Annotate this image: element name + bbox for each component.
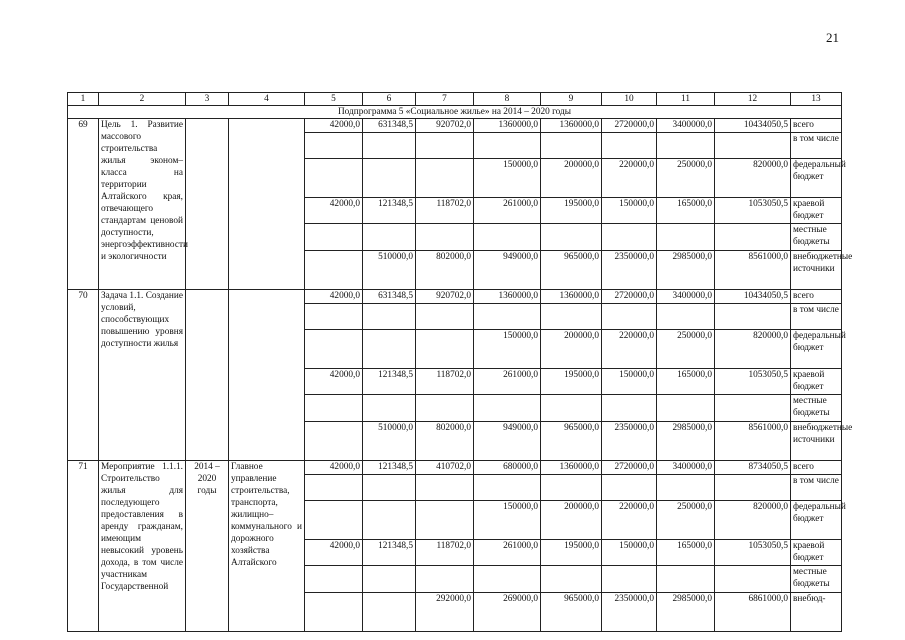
value-cell: 2720000,0 [602, 461, 657, 475]
value-cell [474, 133, 541, 159]
value-cell [416, 475, 474, 501]
value-cell: 1360000,0 [474, 119, 541, 133]
value-cell: 200000,0 [541, 159, 602, 198]
page-number: 21 [826, 30, 839, 45]
value-cell: 42000,0 [305, 290, 363, 304]
value-cell [541, 395, 602, 422]
row-period [186, 119, 229, 290]
value-cell [474, 395, 541, 422]
value-cell: 121348,5 [363, 369, 416, 395]
value-cell [541, 304, 602, 330]
funding-source-label: федеральный бюджет [791, 159, 842, 198]
value-cell: 920702,0 [416, 119, 474, 133]
value-cell [305, 133, 363, 159]
value-cell: 2350000,0 [602, 593, 657, 632]
value-cell [416, 133, 474, 159]
value-cell: 802000,0 [416, 251, 474, 290]
value-cell [305, 501, 363, 540]
value-cell: 8561000,0 [715, 251, 791, 290]
value-cell: 802000,0 [416, 422, 474, 461]
funding-source-label: в том числе [791, 133, 842, 159]
value-cell: 2985000,0 [657, 422, 715, 461]
funding-source-label: всего [791, 290, 842, 304]
value-cell: 121348,5 [363, 198, 416, 224]
value-cell [305, 566, 363, 593]
value-cell: 150000,0 [474, 330, 541, 369]
value-cell: 10434050,5 [715, 290, 791, 304]
header-row [68, 93, 842, 106]
value-cell: 8561000,0 [715, 422, 791, 461]
row-description: Задача 1.1. Создание условий, способствующих повышению уровня доступности жилья [99, 290, 186, 461]
value-cell: 820000,0 [715, 159, 791, 198]
value-cell: 820000,0 [715, 330, 791, 369]
value-cell: 250000,0 [657, 501, 715, 540]
value-cell: 680000,0 [474, 461, 541, 475]
value-cell: 200000,0 [541, 330, 602, 369]
value-cell: 965000,0 [541, 422, 602, 461]
value-cell [602, 304, 657, 330]
row-period [186, 290, 229, 461]
value-cell: 195000,0 [541, 540, 602, 566]
value-cell [602, 395, 657, 422]
column-header: 4 [229, 93, 305, 106]
value-cell [715, 133, 791, 159]
value-cell: 261000,0 [474, 540, 541, 566]
value-cell: 1053050,5 [715, 369, 791, 395]
funding-source-label: федеральный бюджет [791, 501, 842, 540]
value-cell [305, 304, 363, 330]
value-cell [305, 593, 363, 632]
value-cell [305, 422, 363, 461]
value-cell [416, 159, 474, 198]
value-cell: 269000,0 [474, 593, 541, 632]
value-cell: 261000,0 [474, 369, 541, 395]
value-cell: 1360000,0 [541, 461, 602, 475]
table-row [68, 119, 842, 133]
value-cell: 2350000,0 [602, 422, 657, 461]
row-executor [229, 290, 305, 461]
column-header: 9 [541, 93, 602, 106]
funding-source-label: федеральный бюджет [791, 330, 842, 369]
value-cell: 410702,0 [416, 461, 474, 475]
value-cell: 1360000,0 [474, 290, 541, 304]
value-cell [305, 159, 363, 198]
value-cell [657, 133, 715, 159]
column-header: 3 [186, 93, 229, 106]
value-cell: 165000,0 [657, 540, 715, 566]
value-cell [602, 224, 657, 251]
value-cell: 150000,0 [602, 540, 657, 566]
value-cell: 150000,0 [602, 369, 657, 395]
funding-source-label: внебюджетные источники [791, 422, 842, 461]
value-cell [305, 224, 363, 251]
funding-source-label: внебюджетные источники [791, 251, 842, 290]
value-cell [715, 224, 791, 251]
value-cell [602, 566, 657, 593]
value-cell: 150000,0 [474, 159, 541, 198]
value-cell: 965000,0 [541, 251, 602, 290]
value-cell: 200000,0 [541, 501, 602, 540]
value-cell [363, 304, 416, 330]
column-header: 8 [474, 93, 541, 106]
funding-source-label: в том числе [791, 304, 842, 330]
table-row [68, 290, 842, 304]
value-cell: 220000,0 [602, 159, 657, 198]
value-cell: 42000,0 [305, 369, 363, 395]
value-cell: 631348,5 [363, 119, 416, 133]
value-cell: 165000,0 [657, 198, 715, 224]
value-cell [363, 566, 416, 593]
value-cell [305, 395, 363, 422]
value-cell: 250000,0 [657, 330, 715, 369]
value-cell [657, 566, 715, 593]
value-cell [363, 330, 416, 369]
column-header: 10 [602, 93, 657, 106]
value-cell: 220000,0 [602, 501, 657, 540]
value-cell: 510000,0 [363, 422, 416, 461]
value-cell [363, 133, 416, 159]
value-cell [305, 251, 363, 290]
value-cell: 2720000,0 [602, 119, 657, 133]
value-cell: 165000,0 [657, 369, 715, 395]
column-header: 2 [99, 93, 186, 106]
value-cell: 42000,0 [305, 119, 363, 133]
value-cell: 195000,0 [541, 369, 602, 395]
value-cell: 150000,0 [474, 501, 541, 540]
column-header: 1 [68, 93, 99, 106]
row-description: Цель 1. Развитие массового строительства жилья эконом–класса на территории Алтайского края, отвечающего стандартам ценовой доступности, энергоэффективности и экологичности [99, 119, 186, 290]
value-cell: 118702,0 [416, 540, 474, 566]
value-cell [715, 475, 791, 501]
value-cell: 2985000,0 [657, 593, 715, 632]
value-cell [474, 304, 541, 330]
row-executor: Главное управление строительства, транспорта, жилищно–коммунального и дорожного хозяйства Алтайского [229, 461, 305, 632]
value-cell [416, 224, 474, 251]
value-cell: 3400000,0 [657, 119, 715, 133]
value-cell: 8734050,5 [715, 461, 791, 475]
value-cell [363, 395, 416, 422]
value-cell [541, 566, 602, 593]
funding-source-label: местные бюджеты [791, 566, 842, 593]
value-cell [363, 501, 416, 540]
value-cell: 6861000,0 [715, 593, 791, 632]
funding-source-label: краевой бюджет [791, 540, 842, 566]
value-cell [715, 566, 791, 593]
value-cell [657, 304, 715, 330]
value-cell: 10434050,5 [715, 119, 791, 133]
value-cell: 1360000,0 [541, 290, 602, 304]
row-number: 71 [68, 461, 99, 632]
funding-source-label: краевой бюджет [791, 198, 842, 224]
funding-source-label: местные бюджеты [791, 395, 842, 422]
value-cell: 2720000,0 [602, 290, 657, 304]
value-cell [657, 395, 715, 422]
value-cell [474, 224, 541, 251]
value-cell: 250000,0 [657, 159, 715, 198]
row-number: 70 [68, 290, 99, 461]
value-cell [474, 566, 541, 593]
value-cell: 3400000,0 [657, 290, 715, 304]
value-cell [715, 304, 791, 330]
column-header: 13 [791, 93, 842, 106]
row-number: 69 [68, 119, 99, 290]
value-cell [416, 566, 474, 593]
value-cell: 965000,0 [541, 593, 602, 632]
value-cell [715, 395, 791, 422]
column-header: 5 [305, 93, 363, 106]
value-cell [602, 475, 657, 501]
column-header: 11 [657, 93, 715, 106]
row-executor [229, 119, 305, 290]
value-cell: 1360000,0 [541, 119, 602, 133]
value-cell: 42000,0 [305, 540, 363, 566]
value-cell: 920702,0 [416, 290, 474, 304]
value-cell [305, 330, 363, 369]
value-cell: 2985000,0 [657, 251, 715, 290]
funding-source-label: всего [791, 119, 842, 133]
value-cell [363, 475, 416, 501]
value-cell: 121348,5 [363, 540, 416, 566]
value-cell: 292000,0 [416, 593, 474, 632]
value-cell: 949000,0 [474, 422, 541, 461]
column-header: 7 [416, 93, 474, 106]
value-cell [305, 475, 363, 501]
value-cell: 510000,0 [363, 251, 416, 290]
value-cell [541, 475, 602, 501]
value-cell: 42000,0 [305, 461, 363, 475]
value-cell [602, 133, 657, 159]
budget-table [67, 92, 853, 632]
row-period: 2014 – 2020 годы [186, 461, 229, 632]
funding-source-label: местные бюджеты [791, 224, 842, 251]
column-header: 6 [363, 93, 416, 106]
value-cell [541, 224, 602, 251]
value-cell [416, 501, 474, 540]
funding-source-label: в том числе [791, 475, 842, 501]
value-cell: 3400000,0 [657, 461, 715, 475]
value-cell [474, 475, 541, 501]
value-cell [657, 475, 715, 501]
row-description: Мероприятие 1.1.1. Строительство жилья для последующего предоставления в аренду гражданам, имеющим невысокий уровень дохода, в том числе участникам Государственной [99, 461, 186, 632]
value-cell: 118702,0 [416, 198, 474, 224]
value-cell [416, 395, 474, 422]
value-cell: 118702,0 [416, 369, 474, 395]
value-cell [363, 593, 416, 632]
value-cell: 1053050,5 [715, 198, 791, 224]
value-cell [657, 224, 715, 251]
value-cell: 631348,5 [363, 290, 416, 304]
value-cell [416, 330, 474, 369]
subprogram-title: Подпрограмма 5 «Социальное жилье» на 2014 – 2020 годы [68, 106, 842, 119]
value-cell [363, 159, 416, 198]
funding-source-label: всего [791, 461, 842, 475]
value-cell: 2350000,0 [602, 251, 657, 290]
value-cell: 820000,0 [715, 501, 791, 540]
value-cell [541, 133, 602, 159]
funding-source-label: внебюд- [791, 593, 842, 632]
value-cell: 949000,0 [474, 251, 541, 290]
value-cell: 150000,0 [602, 198, 657, 224]
value-cell [363, 224, 416, 251]
value-cell: 42000,0 [305, 198, 363, 224]
subprogram-row [68, 106, 842, 119]
value-cell [416, 304, 474, 330]
value-cell: 1053050,5 [715, 540, 791, 566]
value-cell: 121348,5 [363, 461, 416, 475]
value-cell: 195000,0 [541, 198, 602, 224]
value-cell: 261000,0 [474, 198, 541, 224]
table-row [68, 461, 842, 475]
value-cell: 220000,0 [602, 330, 657, 369]
column-header: 12 [715, 93, 791, 106]
funding-source-label: краевой бюджет [791, 369, 842, 395]
